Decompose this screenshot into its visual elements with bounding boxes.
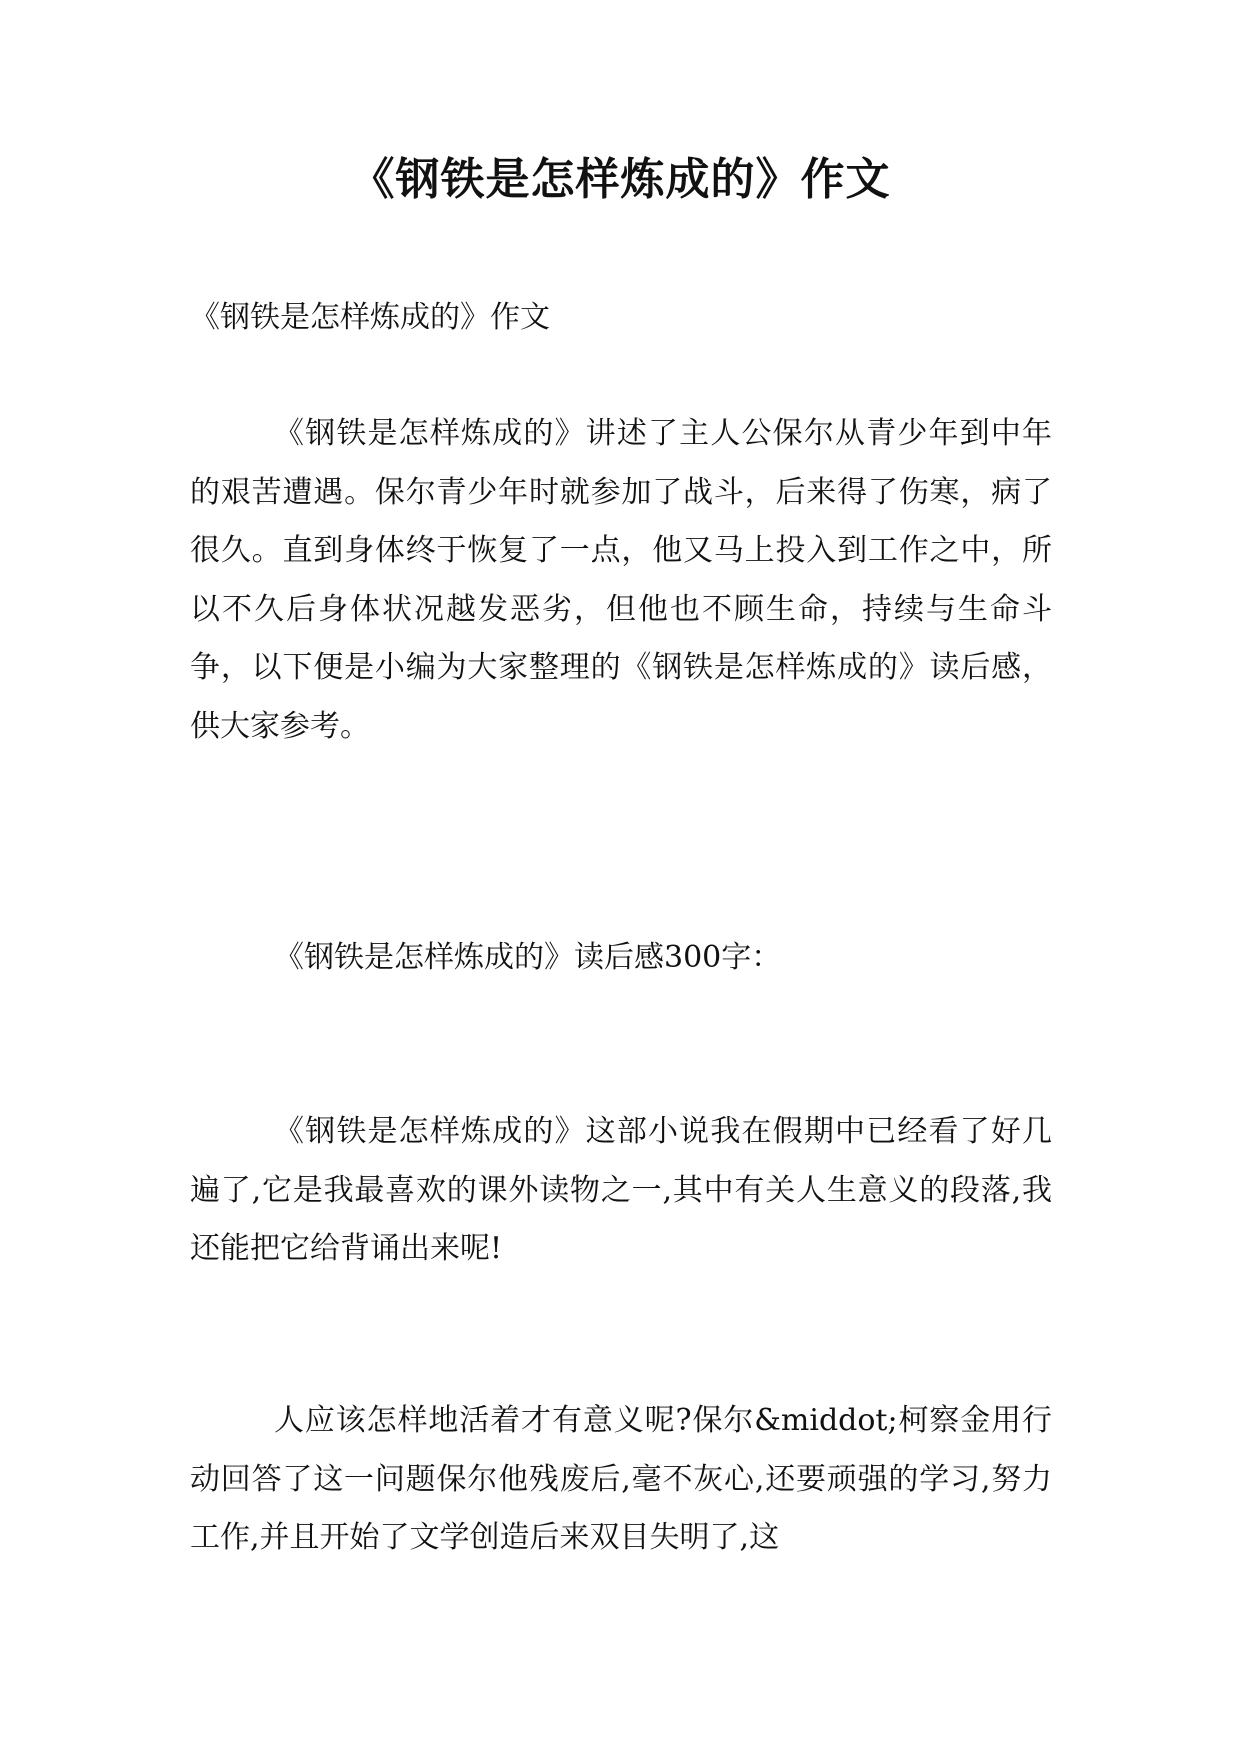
body-paragraph: 《钢铁是怎样炼成的》这部小说我在假期中已经看了好几遍了,它是我最喜欢的课外读物之一,其中有关人生意义的段落,我还能把它给背诵出来呢! bbox=[190, 1114, 1052, 1266]
section-heading: 《钢铁是怎样炼成的》读后感300字： bbox=[274, 940, 782, 975]
document-subtitle: 《钢铁是怎样炼成的》作文 bbox=[190, 300, 550, 335]
document-title: 《钢铁是怎样炼成的》作文 bbox=[350, 154, 891, 205]
body-paragraph: 人应该怎样地活着才有意义呢?保尔&middot;柯察金用行动回答了这一问题保尔他残废后,毫不灰心,还要顽强的学习,努力工作,并且开始了文学创造后来双目失明了,这 bbox=[190, 1403, 1052, 1555]
intro-paragraph: 《钢铁是怎样炼成的》讲述了主人公保尔从青少年到中年的艰苦遭遇。保尔青少年时就参加了战斗，后来得了伤寒，病了很久。直到身体终于恢复了一点，他又马上投入到工作之中，所以不久后身体状况越发恶劣，但他也不顾生命，持续与生命斗争，以下便是小编为大家整理的《钢铁是怎样炼成的》读后感，供大家参考。 bbox=[190, 416, 1052, 744]
